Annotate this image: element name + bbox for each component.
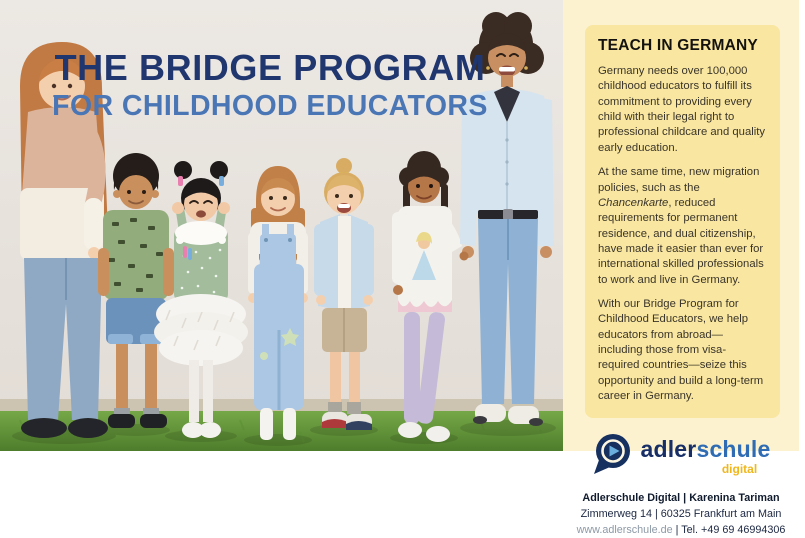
logo-word-primary: adler	[640, 435, 697, 462]
logo-wordmark	[640, 435, 771, 476]
paragraph-2-after: , reduced requirements for permanent residence, and dual citizenship, have made it easier than ever for international skilled professionals to work and live in Germany.	[598, 196, 764, 286]
teach-in-germany-box	[585, 25, 780, 418]
overalls-girl-figure	[248, 166, 308, 440]
contact-block	[563, 490, 799, 538]
logo-subtitle: digital	[721, 461, 758, 476]
website-text: www.adlerschule.de	[576, 523, 673, 536]
paragraph-2-italic: Chancenkarte	[598, 196, 669, 209]
logo	[563, 432, 799, 481]
info-panel	[563, 0, 799, 536]
contact-name: Adlerschule Digital | Karenina Tariman	[582, 491, 780, 504]
logo-word	[640, 435, 771, 462]
play-pin-icon	[591, 432, 633, 481]
logo-word-secondary: schule	[696, 435, 771, 462]
headline-line2: FOR CHILDHOOD EDUCATORS	[52, 90, 488, 122]
paragraph-1: Germany needs over 100,000 childhood educators to fulfill its commitment to providing every child with their legal right to professional childcare and quality early education.	[598, 65, 766, 154]
paragraph-2-before: At the same time, new migration policies, such as the	[598, 166, 760, 194]
box-heading: TEACH IN GERMANY	[598, 37, 758, 54]
contact-separator: |	[675, 523, 679, 536]
phone-text: Tel. +49 69 46994306	[681, 523, 786, 536]
paragraph-3: With our Bridge Program for Childhood Educators, we help educators from abroad—including those from visa-required countries—seize this opportunity and build a long-term career in Germany.	[598, 298, 764, 403]
contact-web-phone	[563, 522, 799, 538]
contact-address: Zimmerweg 14 | 60325 Frankfurt am Main	[580, 507, 782, 520]
paragraph-2	[598, 165, 767, 288]
hero-headline	[48, 47, 492, 122]
headline-line1: THE BRIDGE PROGRAM	[54, 47, 486, 88]
